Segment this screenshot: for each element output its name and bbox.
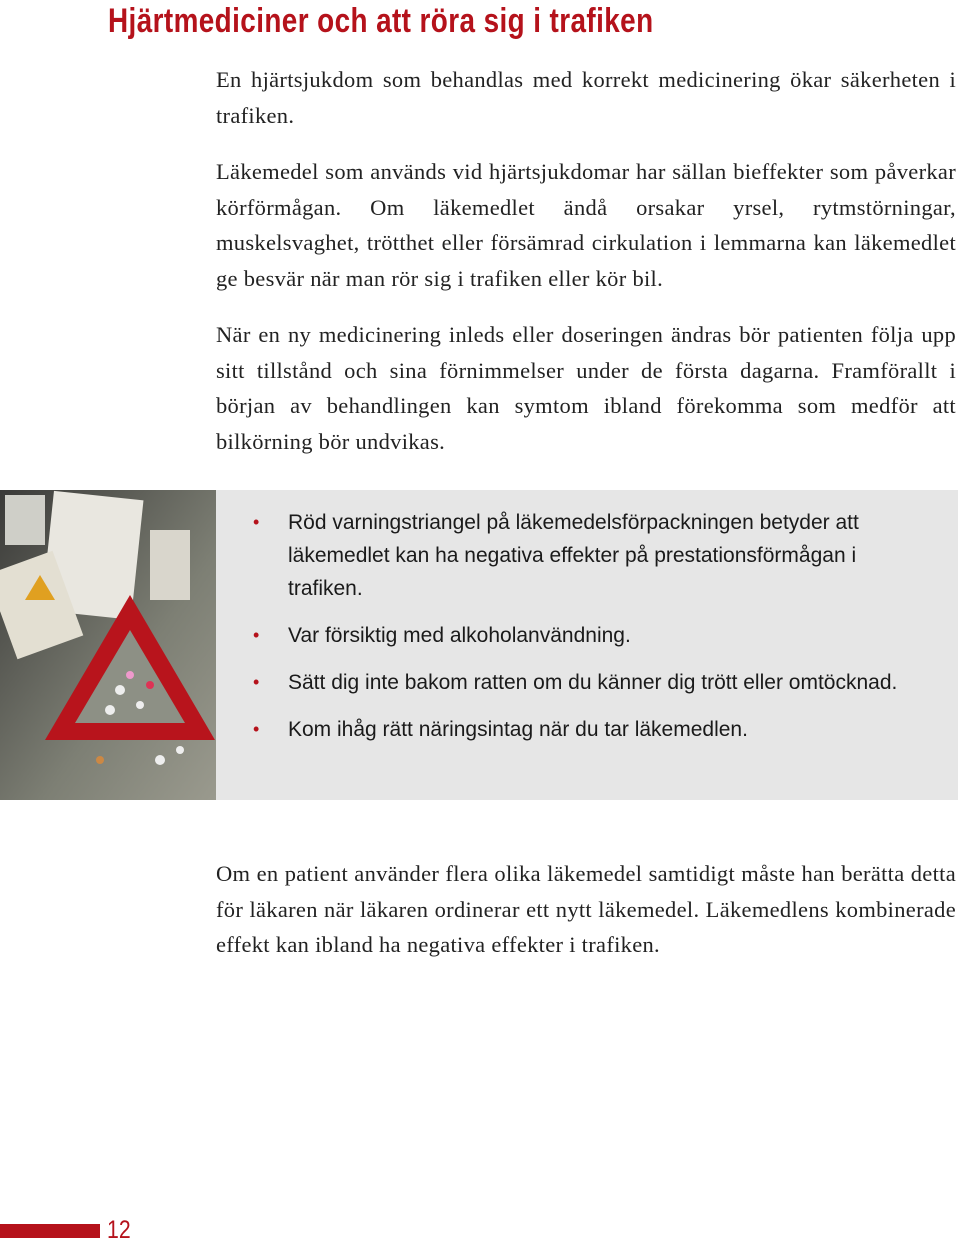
bullet-icon: • (253, 672, 260, 692)
paragraph: En hjärtsjukdom som behandlas med korrekt medicinering ökar säkerheten i trafiken. (216, 67, 956, 128)
paragraph: Läkemedel som används vid hjärtsjukdomar har sällan bieffekter som påverkar körförmågan. Om läkemedlet ändå orsakar yrsel, rytmstörningar, muskelsvaghet, trötthet eller försämrad cirkulation i lemmarna kan läkemedlet ge besvär när man rör sig i trafiken eller kör bil. (216, 159, 956, 291)
list-item-text: Var försiktig med alkoholanvändning. (288, 624, 631, 647)
medicine-warning-triangle-photo (0, 490, 216, 800)
closing-text (216, 856, 956, 984)
bullet-icon: • (253, 625, 260, 645)
paragraph: Om en patient använder flera olika läkemedel samtidigt måste han berätta detta för läkaren när läkaren ordinerar ett nytt läkemedel. Läkemedlens kombinerade effekt kan ibland ha negativa effekter i trafiken. (216, 861, 956, 957)
advice-list (216, 490, 958, 746)
list-item (253, 713, 928, 746)
bullet-icon: • (253, 512, 260, 532)
list-item (253, 619, 928, 652)
list-item (253, 666, 928, 699)
advice-box (216, 490, 958, 800)
list-item (253, 506, 928, 605)
intro-text (216, 62, 956, 480)
list-item-text: Sätt dig inte bakom ratten om du känner dig trött eller omtöcknad. (288, 671, 898, 694)
list-item-text: Röd varningstriangel på läkemedelsförpackningen betyder att läkemedlet kan ha negativa effekter på prestationsförmågan i trafiken. (288, 511, 859, 600)
page-title: Hjärtmediciner och att röra sig i trafiken (108, 2, 654, 40)
bullet-icon: • (253, 719, 260, 739)
paragraph: När en ny medicinering inleds eller doseringen ändras bör patienten följa upp sitt tillstånd och sina förnimmelser under de första dagarna. Framförallt i början av behandlingen kan symtom ibland förekomma som medför att bilkörning bör undvikas. (216, 322, 956, 454)
list-item-text: Kom ihåg rätt näringsintag när du tar läkemedlen. (288, 718, 748, 741)
page-number: 12 (107, 1216, 131, 1244)
page-number-bar (0, 1224, 100, 1238)
